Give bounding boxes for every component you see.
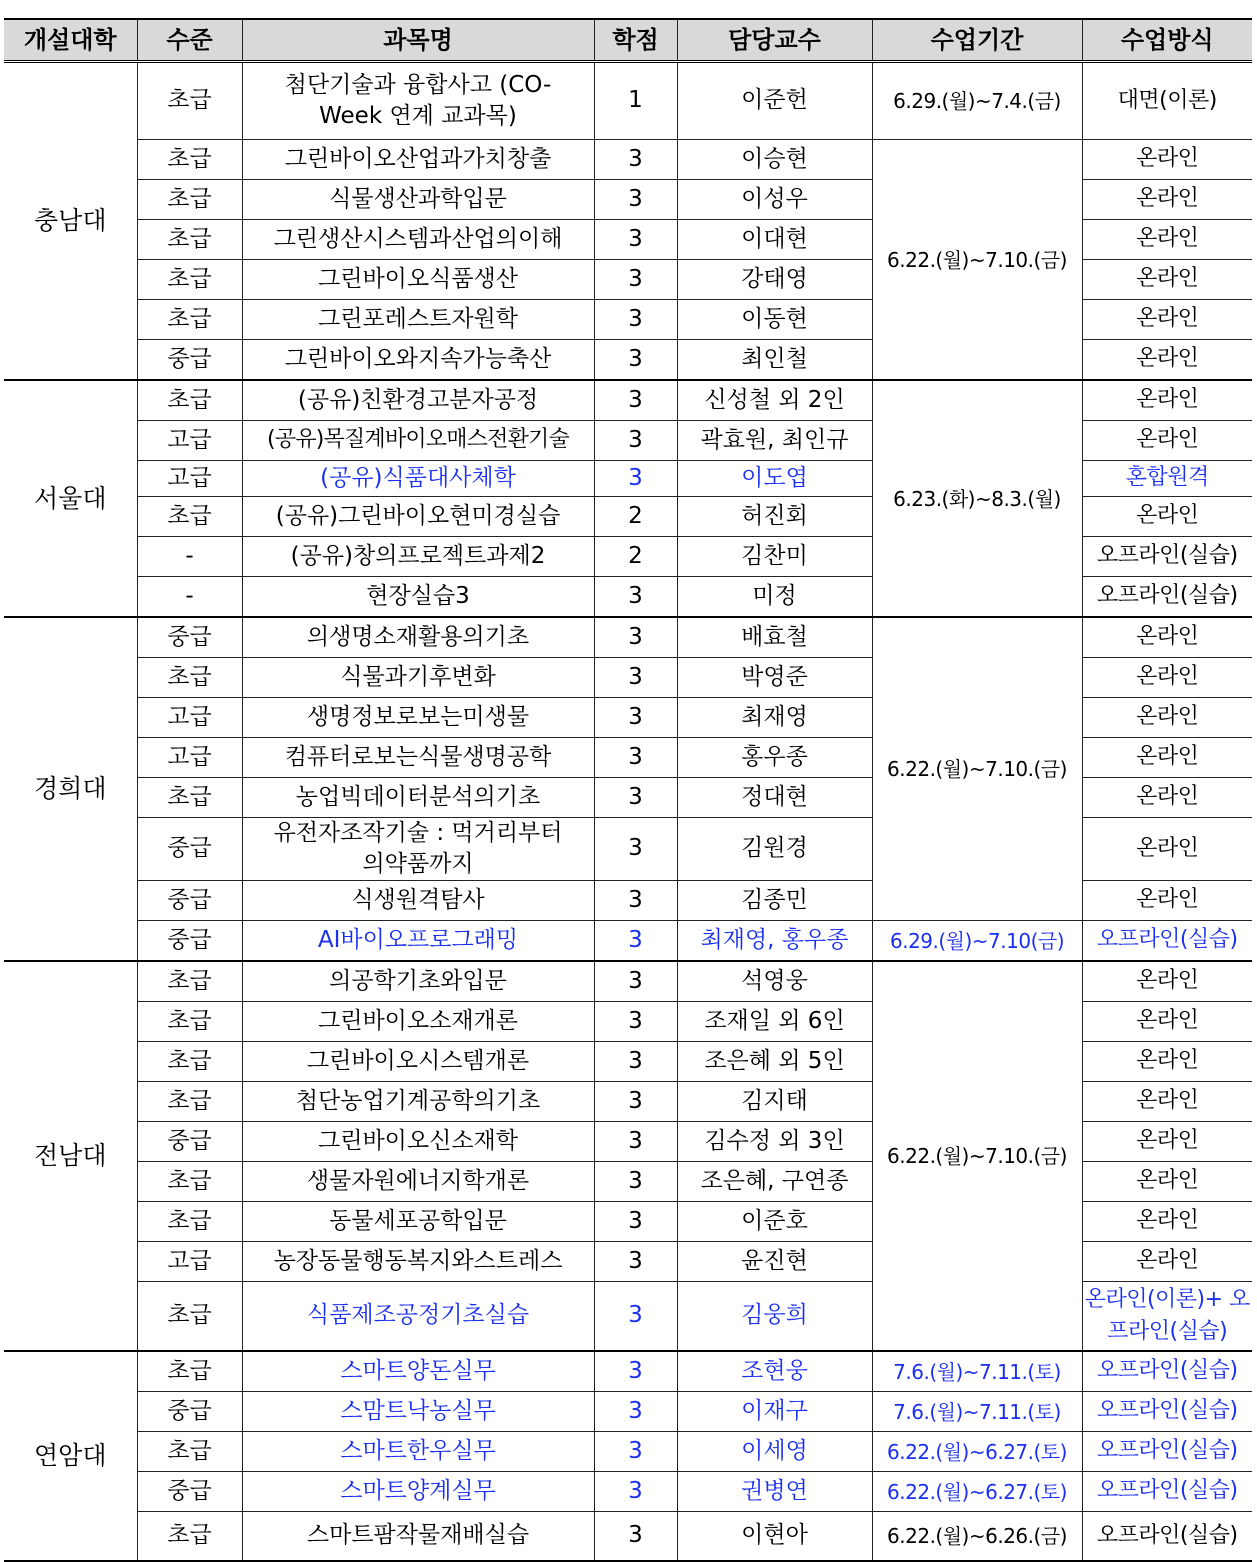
table-row: [4, 380, 1252, 421]
course-name-cell: 그린바이오소재개론: [242, 1002, 594, 1042]
period-cell: 6.22.(월)~6.27.(토): [872, 1472, 1082, 1512]
course-name-cell: 그린바이오와지속가능축산: [242, 340, 594, 381]
level-cell: 초급: [137, 300, 242, 340]
header-university: 개설대학: [4, 19, 137, 62]
method-cell: 온라인: [1082, 738, 1252, 778]
method-cell: 온라인: [1082, 698, 1252, 738]
header-level: 수준: [137, 19, 242, 62]
course-name-cell: 의공학기초와입문: [242, 961, 594, 1002]
professor-cell: 배효철: [677, 617, 872, 658]
level-cell: 중급: [137, 340, 242, 381]
professor-cell: 이대현: [677, 220, 872, 260]
credits-cell: 3: [594, 818, 677, 881]
course-name-cell: 스마트팜작물재배실습: [242, 1512, 594, 1562]
method-cell: 온라인: [1082, 881, 1252, 921]
course-table: [4, 18, 1252, 1562]
level-cell: 중급: [137, 617, 242, 658]
table-row: [4, 62, 1252, 140]
course-name-cell: AI바이오프로그래밍: [242, 921, 594, 962]
professor-cell: 이도엽: [677, 461, 872, 497]
credits-cell: 3: [594, 260, 677, 300]
level-cell: 초급: [137, 220, 242, 260]
professor-cell: 최재영: [677, 698, 872, 738]
header-professor: 담당교수: [677, 19, 872, 62]
course-name-cell: 의생명소재활용의기초: [242, 617, 594, 658]
level-cell: 초급: [137, 1351, 242, 1392]
course-name-cell: (공유)식품대사체학: [242, 461, 594, 497]
university-cell: 전남대: [4, 961, 137, 1351]
method-cell: 온라인: [1082, 1042, 1252, 1082]
course-name-cell: 첨단농업기계공학의기초: [242, 1082, 594, 1122]
course-name-cell: 식품제조공정기초실습: [242, 1282, 594, 1352]
table-row: [4, 1472, 1252, 1512]
method-cell: 온라인: [1082, 140, 1252, 180]
course-name-cell: 생명정보로보는미생물: [242, 698, 594, 738]
professor-cell: 이재구: [677, 1392, 872, 1432]
table-row: [4, 1351, 1252, 1392]
level-cell: 중급: [137, 1122, 242, 1162]
table-row: [4, 961, 1252, 1002]
period-cell: 6.22.(월)~7.10.(금): [872, 617, 1082, 921]
credits-cell: 3: [594, 1432, 677, 1472]
header-method: 수업방식: [1082, 19, 1252, 62]
credits-cell: 3: [594, 1351, 677, 1392]
professor-cell: 석영웅: [677, 961, 872, 1002]
university-cell: 서울대: [4, 380, 137, 617]
method-cell: 온라인: [1082, 658, 1252, 698]
table-row: [4, 1392, 1252, 1432]
level-cell: -: [137, 537, 242, 577]
period-cell: 7.6.(월)~7.11.(토): [872, 1392, 1082, 1432]
header-row: [4, 19, 1252, 62]
period-cell: 6.22.(월)~6.26.(금): [872, 1512, 1082, 1562]
method-cell: 온라인: [1082, 1082, 1252, 1122]
credits-cell: 3: [594, 180, 677, 220]
level-cell: 중급: [137, 818, 242, 881]
professor-cell: 허진회: [677, 497, 872, 537]
method-cell: 오프라인(실습): [1082, 577, 1252, 618]
level-cell: 초급: [137, 380, 242, 421]
level-cell: 초급: [137, 961, 242, 1002]
course-name-cell: 그린포레스트자원학: [242, 300, 594, 340]
credits-cell: 3: [594, 738, 677, 778]
credits-cell: 3: [594, 1472, 677, 1512]
level-cell: 초급: [137, 658, 242, 698]
method-cell: 온라인: [1082, 300, 1252, 340]
method-cell: 오프라인(실습): [1082, 1432, 1252, 1472]
course-name-cell: 식생원격탐사: [242, 881, 594, 921]
method-cell: 오프라인(실습): [1082, 1472, 1252, 1512]
credits-cell: 3: [594, 1282, 677, 1352]
method-cell: 온라인: [1082, 421, 1252, 461]
period-cell: 6.22.(월)~7.10.(금): [872, 961, 1082, 1351]
table-row: [4, 921, 1252, 962]
university-cell: 충남대: [4, 62, 137, 381]
method-cell: 온라인: [1082, 1122, 1252, 1162]
credits-cell: 3: [594, 1002, 677, 1042]
course-name-cell: 그린바이오신소재학: [242, 1122, 594, 1162]
level-cell: 중급: [137, 1392, 242, 1432]
table-row: [4, 1512, 1252, 1562]
credits-cell: 3: [594, 140, 677, 180]
level-cell: 초급: [137, 1162, 242, 1202]
level-cell: 중급: [137, 921, 242, 962]
professor-cell: 이동현: [677, 300, 872, 340]
course-name-cell: 그린바이오산업과가치창출: [242, 140, 594, 180]
course-name-cell: 생물자원에너지학개론: [242, 1162, 594, 1202]
method-cell: 온라인: [1082, 617, 1252, 658]
credits-cell: 3: [594, 1082, 677, 1122]
credits-cell: 3: [594, 1242, 677, 1282]
level-cell: 초급: [137, 140, 242, 180]
level-cell: 초급: [137, 260, 242, 300]
method-cell: 온라인: [1082, 497, 1252, 537]
professor-cell: 이성우: [677, 180, 872, 220]
course-name-cell: 스마트양계실무: [242, 1472, 594, 1512]
method-cell: 오프라인(실습): [1082, 1351, 1252, 1392]
credits-cell: 3: [594, 658, 677, 698]
period-cell: 6.23.(화)~8.3.(월): [872, 380, 1082, 617]
period-cell: 6.29.(월)~7.10(금): [872, 921, 1082, 962]
professor-cell: 최인철: [677, 340, 872, 381]
credits-cell: 3: [594, 220, 677, 260]
method-cell: 온라인: [1082, 220, 1252, 260]
credits-cell: 3: [594, 1122, 677, 1162]
method-cell: 온라인: [1082, 340, 1252, 381]
course-name-cell: 그린생산시스템과산업의이해: [242, 220, 594, 260]
professor-cell: 김수정 외 3인: [677, 1122, 872, 1162]
level-cell: 초급: [137, 1282, 242, 1352]
professor-cell: 홍우종: [677, 738, 872, 778]
credits-cell: 3: [594, 961, 677, 1002]
course-name-cell: 식물과기후변화: [242, 658, 594, 698]
level-cell: 초급: [137, 180, 242, 220]
table-row: [4, 617, 1252, 658]
level-cell: 고급: [137, 461, 242, 497]
level-cell: 고급: [137, 421, 242, 461]
professor-cell: 조은혜, 구연종: [677, 1162, 872, 1202]
university-cell: 경희대: [4, 617, 137, 961]
method-cell: 온라인: [1082, 961, 1252, 1002]
method-cell: 온라인: [1082, 778, 1252, 818]
level-cell: 초급: [137, 1002, 242, 1042]
level-cell: 고급: [137, 698, 242, 738]
method-cell: 혼합원격: [1082, 461, 1252, 497]
professor-cell: 권병연: [677, 1472, 872, 1512]
university-cell: 연암대: [4, 1351, 137, 1561]
credits-cell: 3: [594, 380, 677, 421]
credits-cell: 3: [594, 921, 677, 962]
course-name-cell: 스마트양돈실무: [242, 1351, 594, 1392]
professor-cell: 미정: [677, 577, 872, 618]
credits-cell: 2: [594, 537, 677, 577]
professor-cell: 김종민: [677, 881, 872, 921]
method-cell: 대면(이론): [1082, 62, 1252, 140]
course-table-body: [4, 62, 1252, 1562]
period-cell: 7.6.(월)~7.11.(토): [872, 1351, 1082, 1392]
professor-cell: 강태영: [677, 260, 872, 300]
professor-cell: 곽효원, 최인규: [677, 421, 872, 461]
course-name-cell: 스맘트낙농실무: [242, 1392, 594, 1432]
course-name-cell: 그린바이오식품생산: [242, 260, 594, 300]
method-cell: 온라인: [1082, 260, 1252, 300]
course-name-cell: 스마트한우실무: [242, 1432, 594, 1472]
professor-cell: 김웅희: [677, 1282, 872, 1352]
table-row: [4, 1432, 1252, 1472]
level-cell: 초급: [137, 497, 242, 537]
credits-cell: 1: [594, 62, 677, 140]
course-name-cell: (공유)그린바이오현미경실습: [242, 497, 594, 537]
level-cell: 초급: [137, 1042, 242, 1082]
method-cell: 오프라인(실습): [1082, 1392, 1252, 1432]
level-cell: 초급: [137, 1512, 242, 1562]
professor-cell: 이승현: [677, 140, 872, 180]
professor-cell: 윤진현: [677, 1242, 872, 1282]
credits-cell: 3: [594, 300, 677, 340]
method-cell: 온라인: [1082, 1162, 1252, 1202]
level-cell: 초급: [137, 1202, 242, 1242]
credits-cell: 3: [594, 1202, 677, 1242]
professor-cell: 정대현: [677, 778, 872, 818]
header-credits: 학점: [594, 19, 677, 62]
credits-cell: 3: [594, 1042, 677, 1082]
professor-cell: 신성철 외 2인: [677, 380, 872, 421]
course-name-cell: 동물세포공학입문: [242, 1202, 594, 1242]
course-name-cell: 현장실습3: [242, 577, 594, 618]
table-row: [4, 140, 1252, 180]
course-name-cell: 식물생산과학입문: [242, 180, 594, 220]
level-cell: 중급: [137, 1472, 242, 1512]
method-cell: 온라인(이론)+ 오프라인(실습): [1082, 1282, 1252, 1352]
header-course: 과목명: [242, 19, 594, 62]
professor-cell: 이세영: [677, 1432, 872, 1472]
professor-cell: 조현웅: [677, 1351, 872, 1392]
level-cell: 초급: [137, 1432, 242, 1472]
period-cell: 6.29.(월)~7.4.(금): [872, 62, 1082, 140]
professor-cell: 이준헌: [677, 62, 872, 140]
professor-cell: 이준호: [677, 1202, 872, 1242]
method-cell: 온라인: [1082, 180, 1252, 220]
credits-cell: 2: [594, 497, 677, 537]
course-name-cell: (공유)친환경고분자공정: [242, 380, 594, 421]
method-cell: 온라인: [1082, 1242, 1252, 1282]
credits-cell: 3: [594, 1512, 677, 1562]
level-cell: 초급: [137, 1082, 242, 1122]
credits-cell: 3: [594, 881, 677, 921]
credits-cell: 3: [594, 1162, 677, 1202]
level-cell: 초급: [137, 62, 242, 140]
professor-cell: 김찬미: [677, 537, 872, 577]
level-cell: 고급: [137, 738, 242, 778]
course-name-cell: 첨단기술과 융합사고 (CO-Week 연계 교과목): [242, 62, 594, 140]
credits-cell: 3: [594, 778, 677, 818]
method-cell: 온라인: [1082, 818, 1252, 881]
period-cell: 6.22.(월)~7.10.(금): [872, 140, 1082, 381]
professor-cell: 최재영, 홍우종: [677, 921, 872, 962]
professor-cell: 김지태: [677, 1082, 872, 1122]
course-name-cell: (공유)창의프로젝트과제2: [242, 537, 594, 577]
professor-cell: 조재일 외 6인: [677, 1002, 872, 1042]
professor-cell: 박영준: [677, 658, 872, 698]
period-cell: 6.22.(월)~6.27.(토): [872, 1432, 1082, 1472]
level-cell: 고급: [137, 1242, 242, 1282]
header-period: 수업기간: [872, 19, 1082, 62]
credits-cell: 3: [594, 577, 677, 618]
credits-cell: 3: [594, 1392, 677, 1432]
method-cell: 온라인: [1082, 380, 1252, 421]
method-cell: 오프라인(실습): [1082, 921, 1252, 962]
level-cell: -: [137, 577, 242, 618]
credits-cell: 3: [594, 421, 677, 461]
course-name-cell: 농업빅데이터분석의기초: [242, 778, 594, 818]
course-name-cell: 그린바이오시스템개론: [242, 1042, 594, 1082]
course-name-cell: 농장동물행동복지와스트레스: [242, 1242, 594, 1282]
credits-cell: 3: [594, 617, 677, 658]
method-cell: 오프라인(실습): [1082, 1512, 1252, 1562]
method-cell: 온라인: [1082, 1202, 1252, 1242]
course-name-cell: 컴퓨터로보는식물생명공학: [242, 738, 594, 778]
method-cell: 오프라인(실습): [1082, 537, 1252, 577]
level-cell: 초급: [137, 778, 242, 818]
method-cell: 온라인: [1082, 1002, 1252, 1042]
level-cell: 중급: [137, 881, 242, 921]
course-name-cell: 유전자조작기술 : 먹거리부터의약품까지: [242, 818, 594, 881]
credits-cell: 3: [594, 340, 677, 381]
credits-cell: 3: [594, 461, 677, 497]
professor-cell: 이현아: [677, 1512, 872, 1562]
professor-cell: 김원경: [677, 818, 872, 881]
professor-cell: 조은혜 외 5인: [677, 1042, 872, 1082]
credits-cell: 3: [594, 698, 677, 738]
course-name-cell: (공유)목질계바이오매스전환기술: [242, 421, 594, 461]
